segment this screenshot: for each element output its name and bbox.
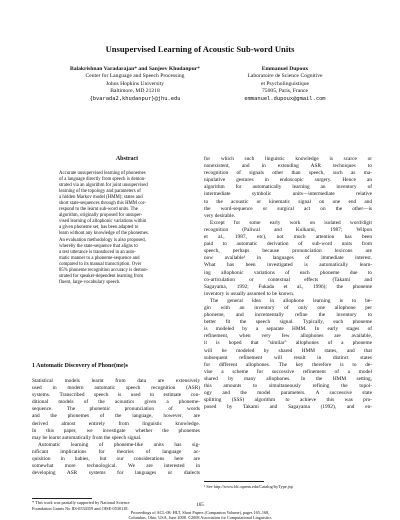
text-line: recognition of signals other than speech, such as ma-: [204, 170, 372, 177]
footnote-left-line-2: Foundation Grants No IIS-0534359 and OISE-0530118.: [32, 505, 129, 511]
abstract-heading: Abstract: [115, 156, 139, 162]
text-line: matic manner to a phoneme-sequence and: [59, 255, 140, 261]
footnote-rule-right: [204, 481, 264, 482]
text-line: intermediate symbolic units—intermediate relative: [204, 191, 372, 198]
text-line: short state-sequences through this HMM cor-: [59, 201, 146, 207]
text-line: learning of the topology and parameters of: [59, 189, 141, 195]
section-1-heading: 1 Automatic Discovery of Phone(me)s: [32, 363, 128, 369]
text-line: speech, perhaps because pronunciation lexicons are: [204, 248, 372, 255]
text-line: and the phonemes of the language, however, are: [32, 413, 200, 420]
text-line: learn without any knowledge of the phonemes.: [59, 231, 149, 237]
text-line: compared to its manual transcription. Over: [59, 261, 142, 267]
text-line: developing ASR systems for languages or dialects: [32, 470, 200, 477]
text-line: Except for some early work on isolated word/digit: [210, 219, 372, 226]
text-line: quisition in babies, but our considerations here are: [32, 456, 200, 463]
text-line: splitting (SSS) algorithm to achieve this was pro-: [204, 397, 372, 404]
author-names-right: Emmanuel Dupoux: [261, 66, 309, 72]
text-line: et al., 1987, etc), not much attention has been: [204, 234, 372, 241]
email-right: emmanuel.dupoux@gmail.com: [244, 95, 326, 102]
text-line: subsequent refinement will result in distinct states: [204, 354, 372, 361]
text-line: nificant implications for theories of language ac-: [32, 448, 200, 455]
text-line: may be learnt automatically from the speech signal.: [32, 434, 142, 441]
text-line: phoneme, and incrementally refine the inventory to: [204, 312, 372, 319]
text-line: fluent, large-vocabulary speech.: [59, 279, 121, 285]
proceedings-line-1: Proceedings of ACL-08: HLT, Short Papers (Companion Volume), pages 165–168,: [130, 510, 270, 515]
text-line: inventory is usually assumed to be known.: [204, 290, 295, 297]
text-line: nipulative gestures in endoscopic surgery. Hence an: [204, 177, 372, 184]
text-line: paid to automatic derivation of sub-word units from: [204, 241, 372, 248]
text-line: respond to the learnt sub-word units. The: [59, 207, 138, 213]
footnote-right: [204, 484, 372, 490]
author-block-right: [210, 66, 360, 103]
text-line: gin with an inventory of only one allophone per: [204, 304, 372, 311]
text-line: for different allophones. The key therefore is to de-: [204, 361, 372, 368]
text-line: strated for speaker-dependent learning from: [59, 273, 144, 279]
text-line: now available¹ in languages of immediate interest.: [204, 255, 372, 262]
author-names-left: Balakrishnan Varadarajan* and Sanjeev Khudanpur*: [70, 66, 200, 72]
section-1-body: [32, 378, 200, 477]
text-line: strated via an algorithm for joint unsupervised: [59, 183, 148, 189]
column-2-body: [204, 156, 372, 411]
text-line: is modeled by a separate HMM. In early stages of: [204, 326, 372, 333]
text-line: algorithm for automatically learning an inventory of: [204, 184, 372, 191]
text-line: it is hoped that "similar" allophones of a phoneme: [204, 340, 372, 347]
text-line: vise a scheme for successive refinement of a model: [204, 368, 372, 375]
text-line: The general idea in allophone learning is to be-: [210, 297, 372, 304]
paper-title: Unsupervised Learning of Acoustic Sub-word Units: [105, 44, 295, 54]
text-line: Statistical models learnt from data are extensively: [32, 378, 200, 384]
footnote-right-line-1: ¹ See http://www.ldc.upenn.edu/Catalog/byType.jsp: [204, 484, 293, 489]
text-line: will be modeled by shared HMM states, and that: [204, 347, 372, 354]
proceedings-line-2: Columbus, Ohio, USA, June 2008. ©2008 Association for Computational Linguistics: [128, 515, 272, 520]
text-line: An evaluation methodology is also proposed,: [59, 237, 146, 243]
footnote-left-line-1: * This work was partially supported by National Science: [32, 500, 130, 505]
affiliation-right-1: Laboratoire de Science Cognitive: [247, 73, 323, 80]
text-line: ing allophonic variations of each phoneme due to: [204, 269, 372, 276]
text-line: 85% phoneme recognition accuracy is demon-: [59, 267, 149, 273]
affiliation-left-3: Baltimore, MD 21218: [110, 88, 160, 95]
affiliation-right-2: et Psycholinguistique: [260, 80, 309, 87]
text-line: sequence. The phonemic pronunciation of words: [32, 406, 200, 413]
text-line: nonexistent, and in extending ASR techniques to: [204, 163, 372, 170]
text-line: posed by Takami and Sagayama (1992), and en-: [204, 404, 372, 411]
text-line: recognition (Paliwal and Kulkarni, 1987; Wilpon: [204, 226, 372, 233]
text-line: the word-sequence or surgical act on the other—is: [204, 205, 372, 212]
text-line: vised learning of allophonic variations within: [59, 219, 147, 225]
text-line: of a language directly from speech is demon-: [59, 177, 146, 183]
text-line: Sagayama, 1992; Fukada et al., 1996); the phoneme: [204, 283, 372, 290]
text-line: What has been investigated is automatically learn-: [204, 262, 372, 269]
text-line: derived almost entirely from linguistic knowledge.: [32, 420, 200, 427]
page-number: 165: [196, 503, 204, 508]
text-line: Automatic learning of phoneme-like units has sig-: [38, 441, 200, 448]
text-line: ditional models of the acoustics given a phoneme-: [32, 399, 200, 406]
proceedings-footer: [0, 510, 400, 520]
text-line: ogy and the model parameters. A successive state: [204, 390, 372, 397]
email-left: {bvarada2,khudanpur}@jhu.edu: [89, 95, 181, 102]
text-line: better fit the speech signal. Typically, each phoneme: [204, 319, 372, 326]
affiliation-left-2: Johns Hopkins University: [105, 80, 165, 87]
text-line: used in modern automatic speech recognition (ASR): [32, 385, 200, 392]
text-line: whereby the state-sequence that aligns to: [59, 243, 138, 249]
text-line: for which such linguistic knowledge is scarce or: [204, 156, 372, 162]
text-line: algorithm, originally proposed for unsuper-: [59, 213, 143, 219]
text-line: co-articulation or contextual effects (Takami and: [204, 276, 372, 283]
affiliation-left-1: Center for Language and Speech Processing: [85, 73, 185, 80]
text-line: this amounts to simultaneously refining the topol-: [204, 383, 372, 389]
text-line: a hidden Markov model (HMM); states and: [59, 195, 143, 201]
text-line: Accurate unsupervised learning of phonemes: [59, 171, 146, 176]
text-line: to the acoustic or kinematic signal on one end and: [204, 198, 372, 205]
text-line: a given phoneme set, has been adapted to: [59, 225, 139, 231]
abstract-body: [59, 171, 201, 286]
text-line: refinement, when very few allophones are available,: [204, 333, 372, 340]
text-line: very desirable.: [204, 212, 236, 219]
text-line: In this paper, we investigate whether the phonemes: [32, 427, 200, 434]
text-line: a test utterance is transduced in an auto-: [59, 249, 136, 255]
text-line: somewhat more technological. We are interested in: [32, 463, 200, 470]
footnote-rule-left: [32, 498, 92, 499]
text-line: systems. Transcribed speech is used to estimate con-: [32, 392, 200, 399]
text-line: shared by many allophones. In the HMM setting,: [204, 375, 372, 382]
affiliation-right-3: 75005, Paris, France: [262, 88, 308, 95]
author-block-left: [50, 66, 220, 103]
